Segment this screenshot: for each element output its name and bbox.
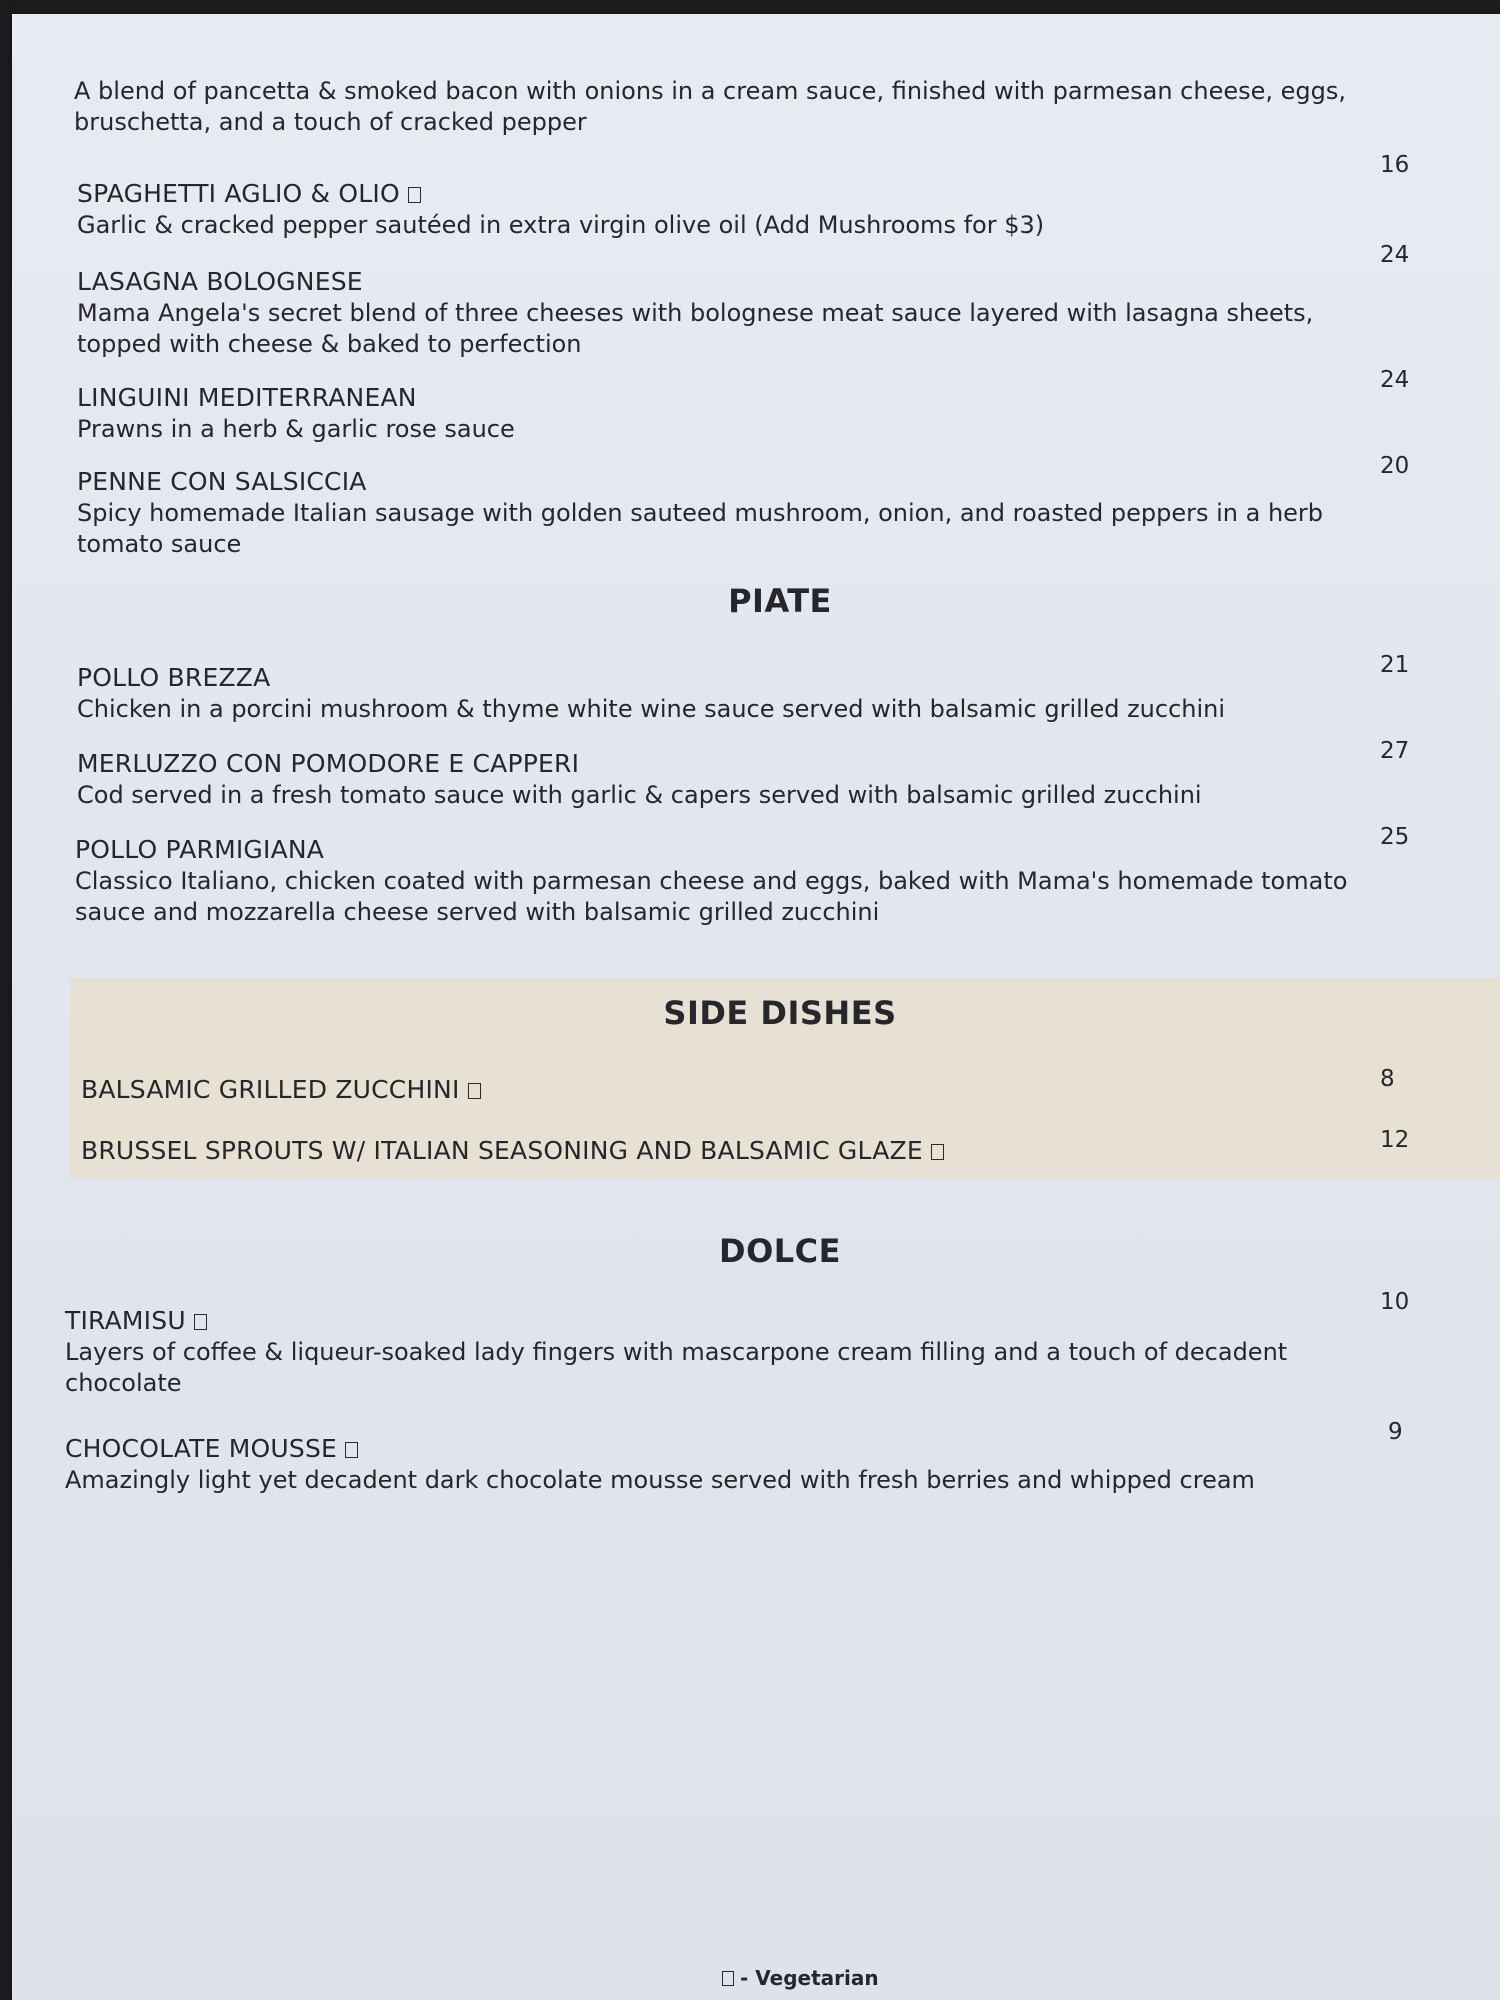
item-price: 8 (1380, 1066, 1395, 1092)
item-price: 10 (1380, 1289, 1410, 1315)
item-name: BRUSSEL SPROUTS W/ ITALIAN SEASONING AND BALSAMIC GLAZE (81, 1136, 923, 1165)
item-name: LINGUINI MEDITERRANEAN (77, 383, 417, 412)
item-price: 16 (1380, 152, 1410, 178)
item-price: 24 (1380, 367, 1410, 393)
item-description: Cod served in a fresh tomato sauce with garlic & capers served with balsamic grilled zucchini (77, 781, 1202, 809)
section-title-piate: PIATE (728, 582, 832, 620)
item-price: 20 (1380, 453, 1410, 479)
item-name: BALSAMIC GRILLED ZUCCHINI (81, 1075, 460, 1104)
vegetarian-icon (722, 1971, 734, 1986)
item-price: 9 (1388, 1419, 1403, 1445)
intro-description: A blend of pancetta & smoked bacon with onions in a cream sauce, finished with parmesan cheese, eggs, bruschetta, and a touch of cracked pepper (74, 77, 1346, 136)
item-name: TIRAMISU (65, 1306, 186, 1335)
item-name: SPAGHETTI AGLIO & OLIO (77, 179, 400, 208)
item-name: CHOCOLATE MOUSSE (65, 1434, 338, 1463)
vegetarian-icon (345, 1442, 358, 1458)
item-description: Spicy homemade Italian sausage with golden sauteed mushroom, onion, and roasted peppers in a herb tomato sauce (77, 499, 1324, 558)
vegetarian-legend (722, 1966, 879, 1990)
item-price: 27 (1380, 738, 1410, 764)
item-name: POLLO BREZZA (77, 663, 271, 692)
item-description: Layers of coffee & liqueur-soaked lady fingers with mascarpone cream filling and a touch of decadent chocolate (65, 1338, 1288, 1397)
item-description: Amazingly light yet decadent dark chocolate mousse served with fresh berries and whipped cream (65, 1466, 1255, 1494)
legend-text: - Vegetarian (740, 1966, 879, 1990)
item-description: Mama Angela's secret blend of three cheeses with bolognese meat sauce layered with lasagna sheets, topped with cheese & baked to perfection (77, 299, 1314, 358)
item-description: Garlic & cracked pepper sautéed in extra virgin olive oil (Add Mushrooms for $3) (77, 211, 1045, 239)
section-title-side-dishes: SIDE DISHES (663, 994, 897, 1032)
item-price: 12 (1380, 1127, 1410, 1153)
vegetarian-icon (931, 1144, 944, 1160)
item-name: LASAGNA BOLOGNESE (77, 267, 363, 296)
item-description: Chicken in a porcini mushroom & thyme white wine sauce served with balsamic grilled zucchini (77, 695, 1226, 723)
item-description: Prawns in a herb & garlic rose sauce (77, 415, 515, 443)
item-price: 24 (1380, 242, 1410, 268)
vegetarian-icon (468, 1083, 481, 1099)
section-title-dolce: DOLCE (719, 1232, 841, 1270)
item-price: 21 (1380, 652, 1410, 678)
item-name: MERLUZZO CON POMODORE E CAPPERI (77, 749, 580, 778)
vegetarian-icon (408, 187, 421, 203)
item-name: POLLO PARMIGIANA (75, 835, 325, 864)
item-description: Classico Italiano, chicken coated with parmesan cheese and eggs, baked with Mama's homemade tomato sauce and mozzarella cheese served with balsamic grilled zucchini (75, 867, 1348, 926)
item-price: 25 (1380, 824, 1410, 850)
vegetarian-icon (194, 1314, 207, 1330)
item-name: PENNE CON SALSICCIA (77, 467, 367, 496)
